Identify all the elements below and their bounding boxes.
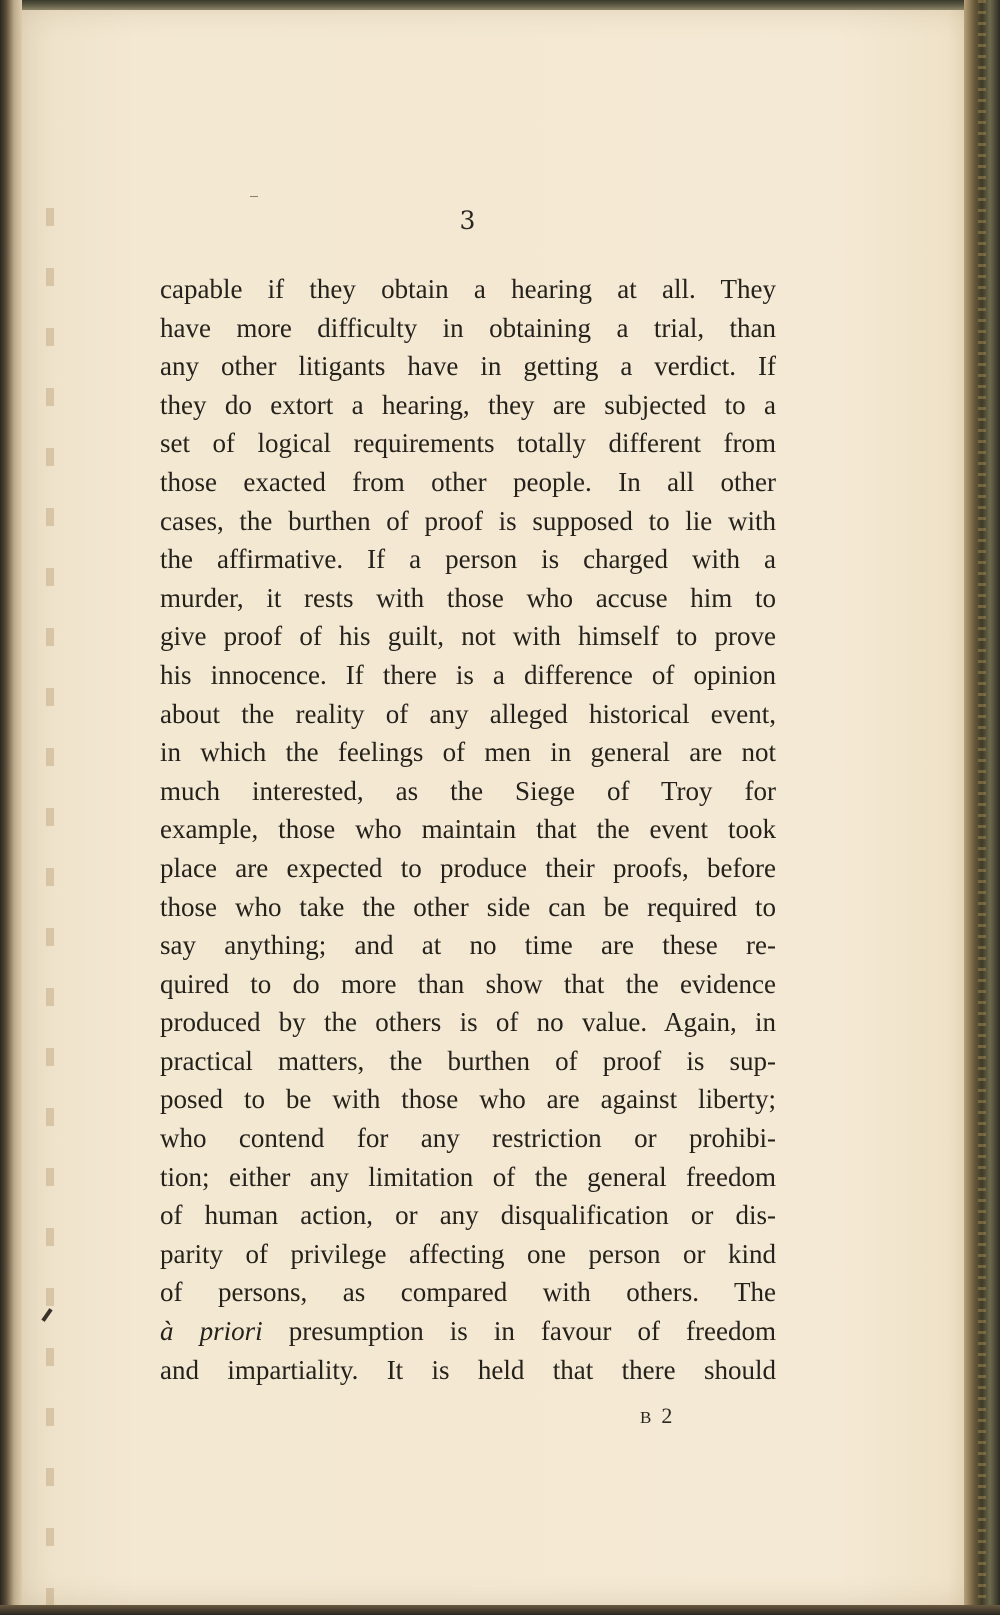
- text-line: they do extort a hearing, they are subjected to a: [160, 389, 776, 420]
- text-line: example, those who maintain that the event took: [160, 814, 776, 845]
- text-line: about the reality of any alleged historical event,: [160, 698, 776, 729]
- signature-mark: [640, 1403, 674, 1429]
- text-line: give proof of his guilt, not with himself to prove: [160, 621, 776, 652]
- signature-letter: B: [640, 1408, 654, 1427]
- text-line: who contend for any restriction or prohibi-: [160, 1123, 776, 1154]
- text-line: and impartiality. It is held that there should: [160, 1354, 776, 1385]
- text-line: parity of privilege affecting one person or kind: [160, 1238, 776, 1269]
- italic-phrase: à priori: [160, 1316, 263, 1347]
- text-line: those who take the other side can be required to: [160, 891, 776, 922]
- page-bottom-edge: [0, 1605, 1000, 1615]
- text-line: say anything; and at no time are these re-: [160, 930, 776, 961]
- text-line: posed to be with those who are against liberty;: [160, 1084, 776, 1115]
- text-line-apriori: [160, 1312, 776, 1351]
- text-line: tion; either any limitation of the general freedom: [160, 1161, 776, 1192]
- text-line: capable if they obtain a hearing at all. They: [160, 274, 776, 304]
- text-line: in which the feelings of men in general are not: [160, 737, 776, 768]
- text-line: murder, it rests with those who accuse him to: [160, 582, 776, 613]
- body-text: [160, 270, 776, 1389]
- binding-gutter: [0, 0, 22, 1615]
- text-line: of human action, or any disqualification or dis-: [160, 1200, 776, 1231]
- text-line: cases, the burthen of proof is supposed to lie with: [160, 505, 776, 536]
- text-line: of persons, as compared with others. The: [160, 1277, 776, 1308]
- ink-speck: [250, 196, 258, 197]
- page-top-edge: [0, 0, 1000, 10]
- text-line: those exacted from other people. In all other: [160, 466, 776, 497]
- text-line: have more difficulty in obtaining a trial, than: [160, 312, 776, 343]
- text-line: much interested, as the Siege of Troy for: [160, 775, 776, 806]
- signature-number: 2: [661, 1403, 675, 1428]
- text-line: practical matters, the burthen of proof is sup-: [160, 1045, 776, 1076]
- text-line: produced by the others is of no value. Again, in: [160, 1007, 776, 1038]
- paper-foxing: [46, 208, 54, 1608]
- text-line: his innocence. If there is a difference of opinion: [160, 659, 776, 690]
- book-page: [18, 8, 976, 1605]
- page-number: 3: [459, 206, 477, 235]
- text-line: the affirmative. If a person is charged with a: [160, 544, 776, 575]
- text-line: quired to do more than show that the evidence: [160, 968, 776, 999]
- text-line: set of logical requirements totally different from: [160, 428, 776, 459]
- text-line: any other litigants have in getting a verdict. If: [160, 351, 776, 382]
- text-line: place are expected to produce their proofs, before: [160, 852, 776, 883]
- line-continuation: presumption is in favour of freedom: [288, 1316, 777, 1347]
- page-stack-texture: [978, 0, 986, 1615]
